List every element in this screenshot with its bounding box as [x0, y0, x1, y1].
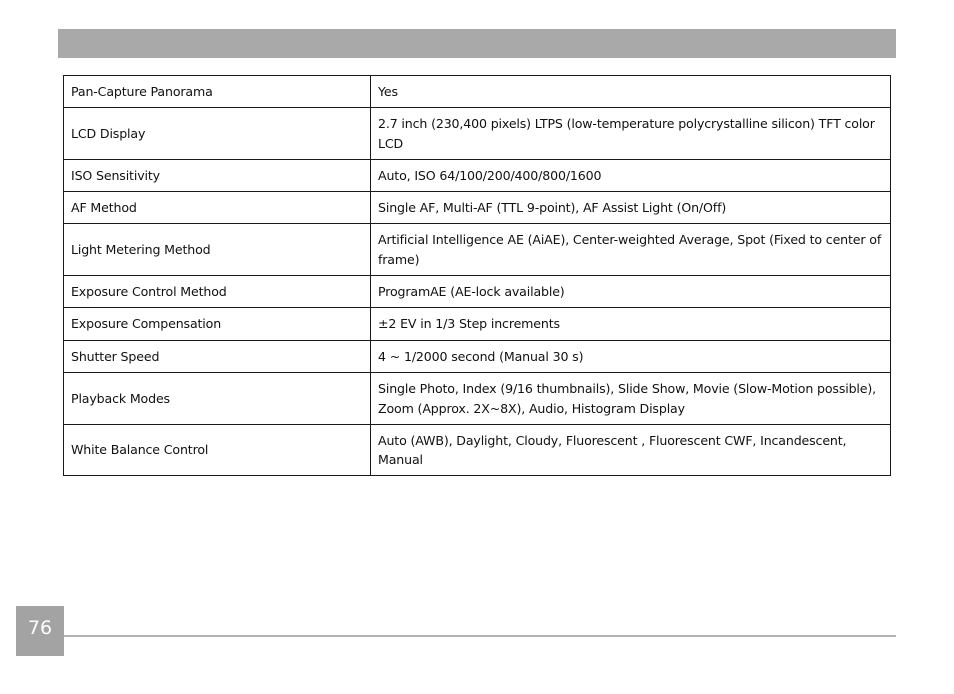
- footer-divider: [64, 635, 896, 637]
- row-value: Yes: [371, 76, 891, 108]
- table-row: [64, 425, 891, 476]
- table-row: [64, 276, 891, 308]
- table-row: [64, 192, 891, 224]
- row-label: Light Metering Method: [64, 224, 371, 276]
- row-value: ProgramAE (AE-lock available): [371, 276, 891, 308]
- row-label: Playback Modes: [64, 373, 371, 425]
- spec-table: [63, 75, 891, 476]
- row-label: Shutter Speed: [64, 341, 371, 373]
- table-row: [64, 373, 891, 425]
- table-row: [64, 224, 891, 276]
- row-value: Single Photo, Index (9/16 thumbnails), Slide Show, Movie (Slow-Motion possible), Zoom (Approx. 2X~8X), Audio, Histogram Display: [371, 373, 891, 425]
- row-label: White Balance Control: [64, 425, 371, 476]
- row-value: Artificial Intelligence AE (AiAE), Center-weighted Average, Spot (Fixed to center of frame): [371, 224, 891, 276]
- table-row: [64, 160, 891, 192]
- row-label: ISO Sensitivity: [64, 160, 371, 192]
- row-value: Auto, ISO 64/100/200/400/800/1600: [371, 160, 891, 192]
- row-value: ±2 EV in 1/3 Step increments: [371, 308, 891, 341]
- page-number: 76: [16, 606, 64, 656]
- row-value: 4 ~ 1/2000 second (Manual 30 s): [371, 341, 891, 373]
- table-row: [64, 108, 891, 160]
- header-bar: [58, 29, 896, 58]
- row-value: 2.7 inch (230,400 pixels) LTPS (low-temperature polycrystalline silicon) TFT color LCD: [371, 108, 891, 160]
- table-row: [64, 308, 891, 341]
- table-row: [64, 341, 891, 373]
- table-row: [64, 76, 891, 108]
- row-label: Exposure Compensation: [64, 308, 371, 341]
- row-label: Pan-Capture Panorama: [64, 76, 371, 108]
- row-label: Exposure Control Method: [64, 276, 371, 308]
- row-label: LCD Display: [64, 108, 371, 160]
- row-value: Auto (AWB), Daylight, Cloudy, Fluorescent , Fluorescent CWF, Incandescent, Manual: [371, 425, 891, 476]
- row-label: AF Method: [64, 192, 371, 224]
- row-value: Single AF, Multi-AF (TTL 9-point), AF Assist Light (On/Off): [371, 192, 891, 224]
